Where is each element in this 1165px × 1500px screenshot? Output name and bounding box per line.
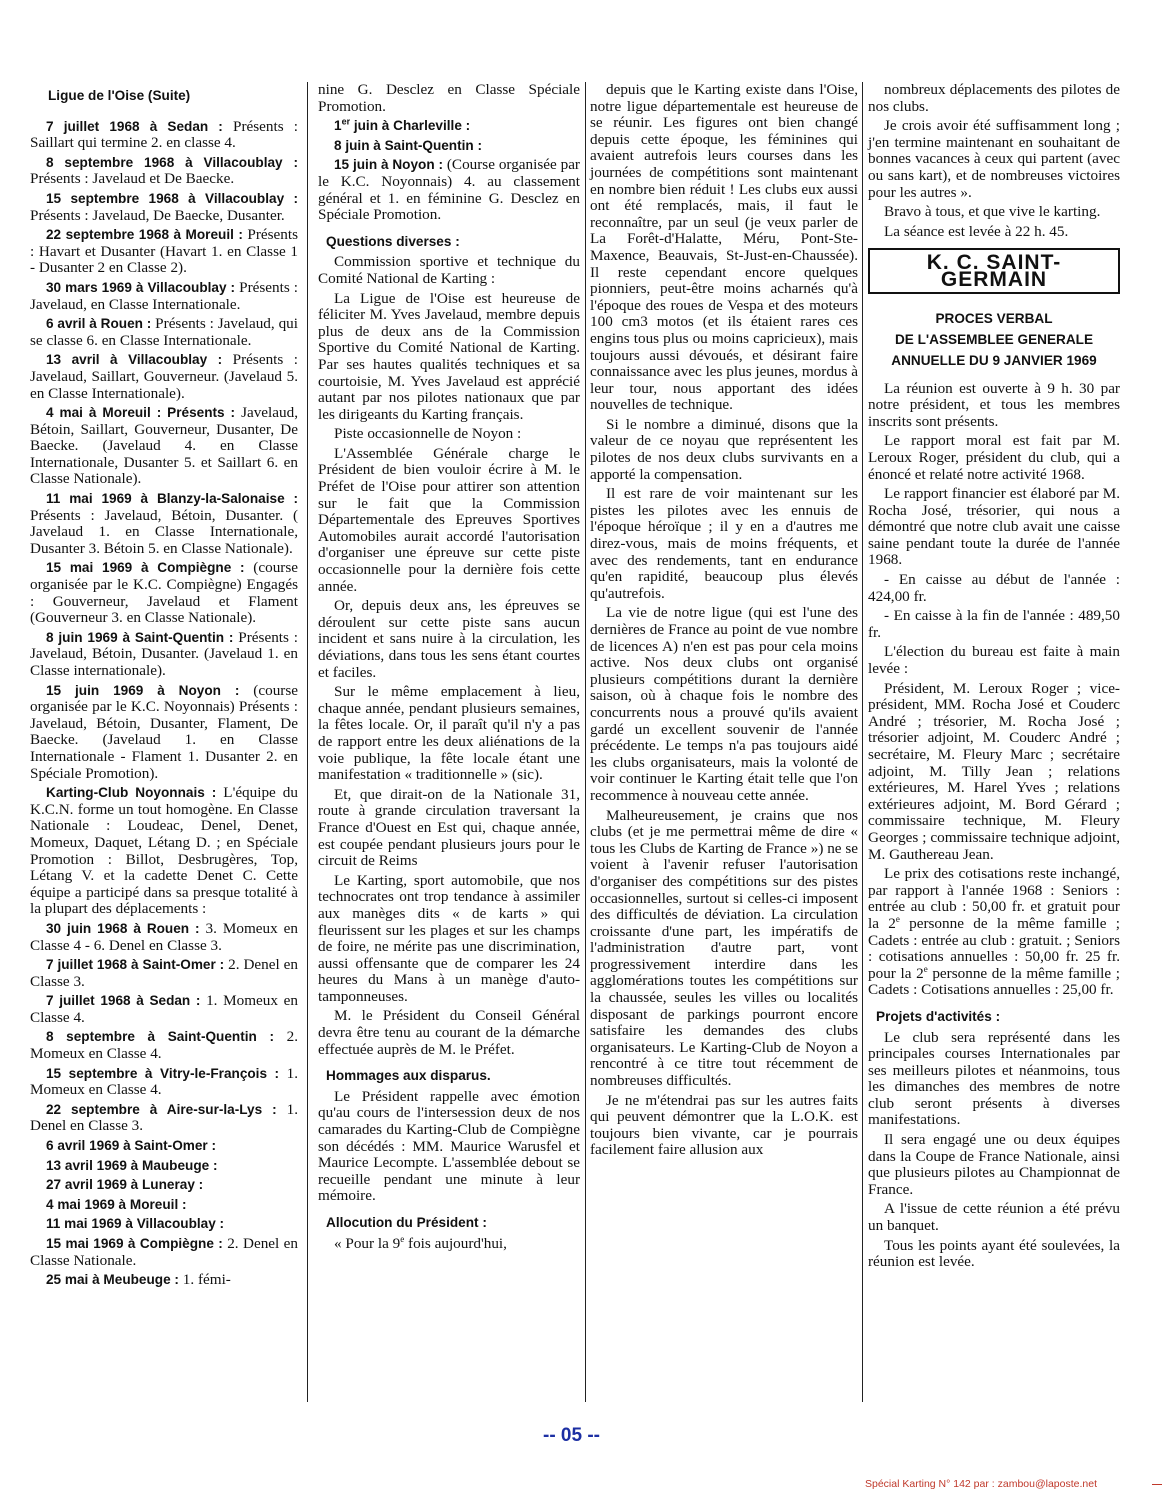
paragraph: Sur le même emplacement à lieu, chaque année, pendant plusieurs semaines, la fêtes locale. Or, il paraît qu'il n'y a pas de rapport entre les deux aliénations de la voie publique, la fête locale étant une manifestation « traditionnelle » (sic). (318, 683, 580, 784)
minutes-text (868, 381, 1120, 864)
paragraph: Le prix des cotisations reste inchangé, par rapport à l'année 1968 : Seniors : entrée au club : 50,00 fr. et gratuit pour la 2e personne de la même famille ; Cadets : entrée au club : gratuit. ; Seniors : cotisations annuelles : 50,00 fr. 25 fr. pour la 2e personne de la même famille ; Cadets : Cotisations annuelles : 25,00 fr. (868, 865, 1120, 999)
event-date: 1er juin à Charleville : (334, 116, 471, 134)
column-2 (318, 82, 580, 1255)
paragraph: A l'issue de cette réunion a été prévu un banquet. (868, 1200, 1120, 1235)
paragraph: Le Karting, sport automobile, que nos technocrates ont trop tendance à assimiler aux manèges dits « de karts » qui fleurissent sur les plages et sur les champs de foire, ne mérite pas une discrimination, aussi offensante que de comparer les 24 heures du Mans à un manège d'auto-tamponneuses. (318, 871, 580, 1005)
minutes-title: PROCES VERBAL DE L'ASSEMBLEE GENERALE ANNUELLE DU 9 JANVIER 1969 (891, 310, 1097, 368)
paragraph: Piste occasionnelle de Noyon : (334, 425, 522, 443)
paragraph: Le Président rappelle avec émotion qu'au cours de l'intersession deux de nos camarades du Karting-Club de Compiègne son décédés : MM. Maurice Warusfel et Maurice Lecompte. L'assemblée debout se recueille pendant une minute à leur mémoire. (318, 1087, 580, 1205)
paragraph: - En caisse au début de l'année : 424,00 fr. (868, 571, 1120, 605)
event-entry: 7 juillet 1968 à Sedan : Présents : Saillart qui termine 2. en classe 4. (30, 117, 298, 152)
page-number: -- 05 -- (543, 1425, 600, 1446)
paragraph: Bravo à tous, et que vive le karting. (884, 203, 1101, 221)
event-entry: Karting-Club Noyonnais : L'équipe du K.C.N. forme un tout homogène. En Classe Nationale : Loudeac, Denel, Denet, Momeux, Daquet, Létang D. ; en Spéciale Promotion : Billot, Desbrugères, Top, Létang V. et la cadette Denet C. Cette équipe a participé dans sa presque totalité à la plupart des déplacements : (30, 784, 298, 918)
column-3 (590, 82, 858, 1162)
event-entry: 11 mai 1969 à Villacoublay : (46, 1216, 225, 1232)
event-entry: 15 mai 1969 à Compiègne : 2. Denel en Classe Nationale. (30, 1235, 298, 1269)
event-entry: 4 mai 1969 à Moreuil : (46, 1196, 187, 1212)
allocution-end (868, 82, 1120, 240)
event-entry: 15 septembre 1968 à Villacoublay : Présents : Javelaud, De Baecke, Dusanter. (30, 190, 298, 224)
questions-section (318, 254, 580, 1058)
event-entry: 30 juin 1968 à Rouen : 3. Momeux en Classe 4 - 6. Denel en Classe 3. (30, 919, 298, 954)
paragraph: Le rapport moral est fait par M. Leroux Roger, président du club, qui a énoncé et relaté notre activité 1968. (868, 432, 1120, 483)
event-entry: 4 mai à Moreuil : Présents : Javelaud, Bétoin, Saillart, Gouverneur, Dusanter, De Baecke. (Javelaud 4. en Classe Internationale, Dusanter 5. et Saillart 6. en Classe Nationale). (30, 404, 298, 488)
paragraph: depuis que le Karting existe dans l'Oise, notre ligue départementale est heureuse de se réunir. Les figures ont bien changé depuis cette époque, les féminines qui avaient autrefois leurs courses dans les journées de compétitions sont maintenant en nombre bien réduit ! Les clubs eux aussi ont été remplacés, mais, il faut le reconnaître, par un seul (je veux parler de La Forêt-d'Halatte, Méru, Pont-Ste-Maxence, Beauvais, St-Just-en-Chaussée). Il reste cependant encore quelques pionniers, peut-être moins acharnés qu'à l'époque des roues de Vespa et des moteurs 100 cm3 motos (et ils étaient rares ces engins tous plus ou moins capricieux), mais toujours aussi dévoués, et désirant faire connaissance avec les plus jeunes, mordus à leur tour, nous apportant des idées nouvelles de technique. (590, 81, 858, 414)
event-entry: 11 mai 1969 à Blanzy-la-Salonaise : Présents : Javelaud, Bétoin, Dusanter. ( Javelaud 1. en Classe Internationale, Dusanter 3. Bétoin 5. en Classe Nationale). (30, 491, 298, 557)
allocution-text (590, 82, 858, 1159)
subheading-hommages: Hommages aux disparus. (326, 1068, 491, 1084)
paragraph: Il sera engagé une ou deux équipes dans la Coupe de France Nationale, ainsi que plusieurs pilotes au Championnat de France. (868, 1131, 1120, 1198)
event-entry: 7 juillet 1968 à Saint-Omer : 2. Denel en Classe 3. (30, 956, 298, 990)
paragraph: M. le Président du Conseil Général devra être tenu au courant de la démarche effectuée auprès de M. le Préfet. (318, 1007, 580, 1058)
paragraph: Je crois avoir été suffisamment long ; j'en termine maintenant en souhaitant de bonnes vacances à ceux qui partent (avec ou sans kart), et de nombreuses victoires pour les autres ». (868, 117, 1120, 201)
paragraph: Je ne m'étendrai pas sur les autres faits qui peuvent démontrer que la L.O.K. est toujours bien vivante, car je pourrais facilement faire allusion aux (590, 1091, 858, 1159)
paragraph: Or, depuis deux ans, les épreuves se déroulent sur cette piste sans aucun incident et sans nuire à la circulation, les déviations, dans tous les sens étant courtes et faciles. (318, 597, 580, 681)
event-entry: 7 juillet 1968 à Sedan : 1. Momeux en Classe 4. (30, 992, 298, 1026)
event-entry: 15 mai 1969 à Compiègne : (course organisée par le K.C. Compiègne) Engagés : Gouverneur, Javelaud et Flament (Gouverneur 3. en Classe Nationale). (30, 559, 298, 627)
paragraph: La réunion est ouverte à 9 h. 30 par notre président, et tous les membres inscrits sont présents. (868, 379, 1120, 430)
paragraph: La vie de notre ligue (qui est l'une des dernières de France au point de vue nombre de licences A) n'en est pas pour cela moins active. Nos deux clubs ont organisé plusieurs compétitions durant la dernière saison, où à chaque fois le nombre des concurrents nous a prouvé qu'ils avaient gardé un excellent souvenir de l'année précédente. Le temps n'a pas toujours aidé les clubs organisateurs, mais la volonté de voir continuer le Karting était telle que l'on recommence à nouveau cette année. (590, 604, 858, 804)
club-title-box: K. C. SAINT-GERMAIN (868, 248, 1120, 293)
paragraph: nombreux déplacements des pilotes de nos clubs. (868, 81, 1120, 115)
paragraph: Il est rare de voir maintenant sur les pistes les pilotes avec les ennuis de l'époque héroïque ; il y en a d'autres me direz-vous, mais de moins fréquents, et avec des rendements, tant en endurance qu'en rapidité, beaucoup plus élevés qu'autrefois. (590, 485, 858, 602)
paragraph: Et, que dirait-on de la Nationale 31, route à grande circulation traversant la France d'Ouest en Est qui, chaque année, est coupée pendant plusieurs jours pour le circuit de Reims (318, 785, 580, 870)
event-entry: 15 juin 1969 à Noyon : (course organisée par le K.C. Noyonnais) Présents : Javelaud, Bétoin, Dusanter, Flament, De Baecke. (Javelaud 1. en Classe Internationale - Flament 1. Dusanter 2. en Spéciale Promotion). (30, 681, 299, 782)
paragraph: « Pour la 9e fois aujourd'hui, (334, 1233, 507, 1252)
event-entry: 22 septembre à Aire-sur-la-Lys : 1. Denel en Classe 3. (30, 1100, 299, 1135)
column-divider-3 (862, 82, 863, 1402)
column-1 (30, 82, 298, 1292)
paragraph: Commission sportive et technique du Comité National de Karting : (318, 253, 580, 287)
column-divider-1 (307, 82, 308, 1402)
event-entry: 8 juin 1969 à Saint-Quentin : Présents : Javelaud, Bétoin, Dusanter. (Javelaud 1. en Classe internationale). (30, 628, 299, 679)
paragraph: Malheureusement, je crains que nos clubs (et je me permettrai même de dire « tous les Clubs de Karting de France ») ne se voient à l'avenir refuser l'autorisation d'organiser des compétitions sur des pistes occasionnelles, surtout si celles-ci imposent des difficultés de déviation. La circulation croissante d'une part, les impératifs de l'administration d'autre part, vont progressivement interdire dans les agglomérations toutes les compétitions sur la chaussée, seules les villes ou localités disposant de parkings pourront encore satisfaire les demandes des clubs organisateurs. Le Karting-Club de Noyon a rencontré à ce titre tout récemment de nombreuses difficultés. (590, 806, 858, 1090)
subheading-allocution: Allocution du Président : (326, 1215, 487, 1230)
paragraph: L'élection du bureau est faite à main levée : (868, 643, 1120, 678)
event-date: 8 juin à Saint-Quentin : (334, 137, 483, 153)
subheading-questions: Questions diverses : (326, 233, 460, 249)
paragraph: Le rapport financier est élaboré par M. Rocha José, trésorier, qui nous a démontré que notre club avait une caisse saine pendant toute la durée de l'année 1968. (868, 485, 1120, 569)
event-entry: 27 avril 1969 à Luneray : (46, 1177, 204, 1193)
subheading-projets: Projets d'activités : (876, 1008, 1001, 1024)
paragraph: La séance est levée à 22 h. 45. (884, 222, 1069, 240)
footer-rule (1152, 1484, 1162, 1485)
event-entry: 25 mai à Meubeuge : 1. fémi- (46, 1271, 231, 1289)
column-4 (868, 82, 1120, 1274)
event-entry: 6 avril à Rouen : Présents : Javelaud, qui se classe 6. en Classe Internationale. (30, 315, 298, 349)
event-entry: 6 avril 1969 à Saint-Omer : (46, 1138, 217, 1154)
event-entry: 8 septembre à Saint-Quentin : 2. Momeux en Classe 4. (30, 1028, 298, 1063)
paragraph: L'Assemblée Générale charge le Président de bien vouloir écrire à M. le Préfet de l'Oise pour attirer son attention sur le fait que la Commission Départementale des Epreuves Sportives Automobiles aurait accordé l'autorisation d'organiser une épreuve sur cette piste occasionnelle pour la dernière fois cette année. (318, 444, 580, 595)
paragraph: La Ligue de l'Oise est heureuse de féliciter M. Yves Javelaud, membre depuis plus de deux ans de la Commission Sportive du Comité National de Karting. Par ses hautes qualités techniques et sa courtoisie, M. Yves Javelaud est apprécié autant par nos pilotes nationaux que par les dirigeants du Karting français. (318, 289, 580, 423)
section-heading: Ligue de l'Oise (Suite) (48, 88, 191, 103)
paragraph: 15 juin à Noyon : (Course organisée par le K.C. Noyonnais) 4. au classement général et 1. en féminine G. Desclez en Spéciale Promotion. (318, 156, 580, 224)
event-entry: 8 septembre 1968 à Villacoublay : Présents : Javelaud et De Baecke. (30, 154, 298, 188)
paragraph: Président, M. Leroux Roger ; vice-président, MM. Rocha José et Couderc André ; trésorier, M. Rocha José ; trésorier adjoint, M. Couderc André ; secrétaire, M. Fleury Marc ; secrétaire adjoint, M. Tilly Jean ; relations extérieures, M. Harel Yves ; relations extérieures adjoint, M. Bord Gérard ; commissaire technique, M. Fleury Georges ; commissaire technique adjoint, M. Gauthereau Jean. (868, 679, 1120, 863)
footer-credit: Spécial Karting N° 142 par : zambou@laposte.net (865, 1478, 1097, 1490)
event-list (30, 119, 298, 1289)
event-entry: 13 avril à Villacoublay : Présents : Javelaud, Saillart, Gouverneur. (Javelaud 5. en Classe Internationale). (30, 351, 299, 402)
paragraph: nine G. Desclez en Classe Spéciale Promotion. (318, 81, 580, 115)
event-entry: 13 avril 1969 à Maubeuge : (46, 1157, 218, 1173)
paragraph: Tous les points ayant été soulevées, la réunion est levée. (868, 1236, 1120, 1271)
paragraph: - En caisse à la fin de l'année : 489,50 fr. (868, 607, 1120, 641)
column-divider-2 (585, 82, 586, 1402)
event-entry: 22 septembre 1968 à Moreuil : Présents : Havart et Dusanter (Havart 1. en Classe 1 - Dusanter 2 en Classe 2). (30, 226, 299, 277)
paragraph: Si le nombre a diminué, disons que la valeur de ce noyau que représentent les pilotes de nos deux clubs survivants en a apporté la compensation. (590, 415, 858, 483)
event-entry: 15 septembre à Vitry-le-François : 1. Momeux en Classe 4. (30, 1064, 299, 1099)
event-entry: 30 mars 1969 à Villacoublay : Présents : Javelaud, en Classe Internationale. (30, 278, 298, 313)
paragraph: Le club sera représenté dans les principales courses Internationales par ses meilleurs pilotes et néanmoins, tous les dimanches des membres de notre club seront présents à diverses manifestations. (868, 1028, 1120, 1129)
projects-text (868, 1030, 1120, 1271)
